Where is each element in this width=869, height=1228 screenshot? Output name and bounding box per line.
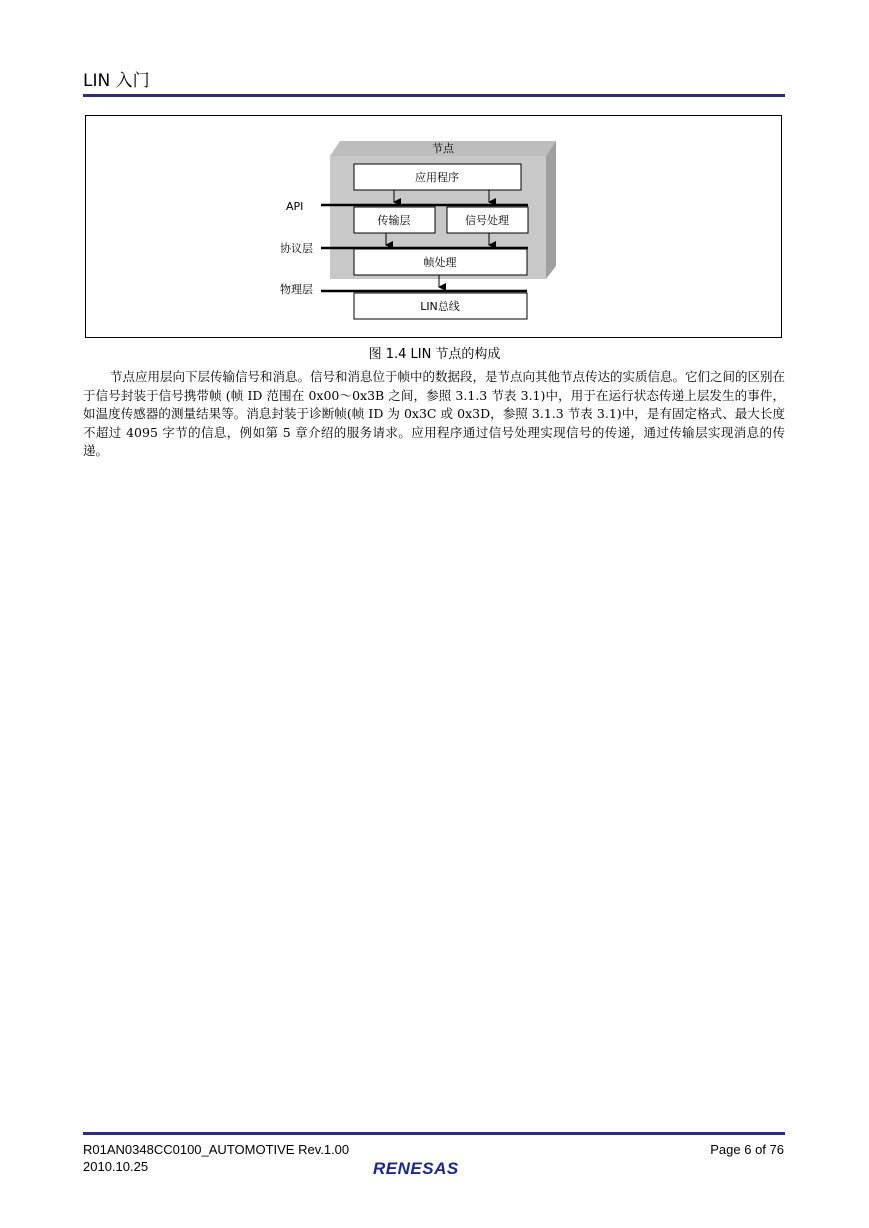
application-box-label: 应用程序 <box>415 171 459 184</box>
page-header-title: LIN 入门 <box>83 71 150 91</box>
footer-date: 2010.10.25 <box>83 1159 149 1174</box>
figure-caption: 图 1.4 LIN 节点的构成 <box>368 347 501 362</box>
lin-node-diagram <box>86 116 783 339</box>
node-label: 节点 <box>432 142 454 155</box>
footer-page-number: Page 6 of 76 <box>710 1142 784 1157</box>
frame-box-label: 帧处理 <box>423 256 457 269</box>
figure-frame <box>85 115 782 338</box>
signal-box-label: 信号处理 <box>465 214 509 227</box>
bus-box-label: LIN总线 <box>420 300 460 313</box>
footer-rule <box>83 1132 785 1135</box>
header-rule <box>83 94 785 97</box>
physical-label: 物理层 <box>280 283 313 296</box>
footer-doc-id: R01AN0348CC0100_AUTOMOTIVE Rev.1.00 <box>83 1142 350 1157</box>
node-block-side <box>546 141 556 279</box>
renesas-logo <box>371 1158 477 1178</box>
body-paragraph: 节点应用层向下层传输信号和消息。信号和消息位于帧中的数据段，是节点向其他节点传达的实质信息。它们之间的区别在于信号封装于信号携带帧 (帧 ID 范围在 0x00～0x3B 之间，参照 3.1.3 节表 3.1)中，用于在运行状态传递上层发生的事件，如温度传感器的测量结果等。消息封装于诊断帧(帧 ID 为 0x3C 或 0x3D，参照 3.1.3 节表 3.1)中，是有固定格式、最大长度不超过 4095 字节的信息，例如第 5 章介绍的服务请求。应用程序通过信号处理实现信号的传递，通过传输层实现消息的传递。 <box>83 369 786 458</box>
transport-box-label: 传输层 <box>377 214 411 227</box>
protocol-label: 协议层 <box>280 242 313 255</box>
api-label: API <box>286 200 304 213</box>
renesas-logo-text: RENESAS <box>373 1159 459 1178</box>
